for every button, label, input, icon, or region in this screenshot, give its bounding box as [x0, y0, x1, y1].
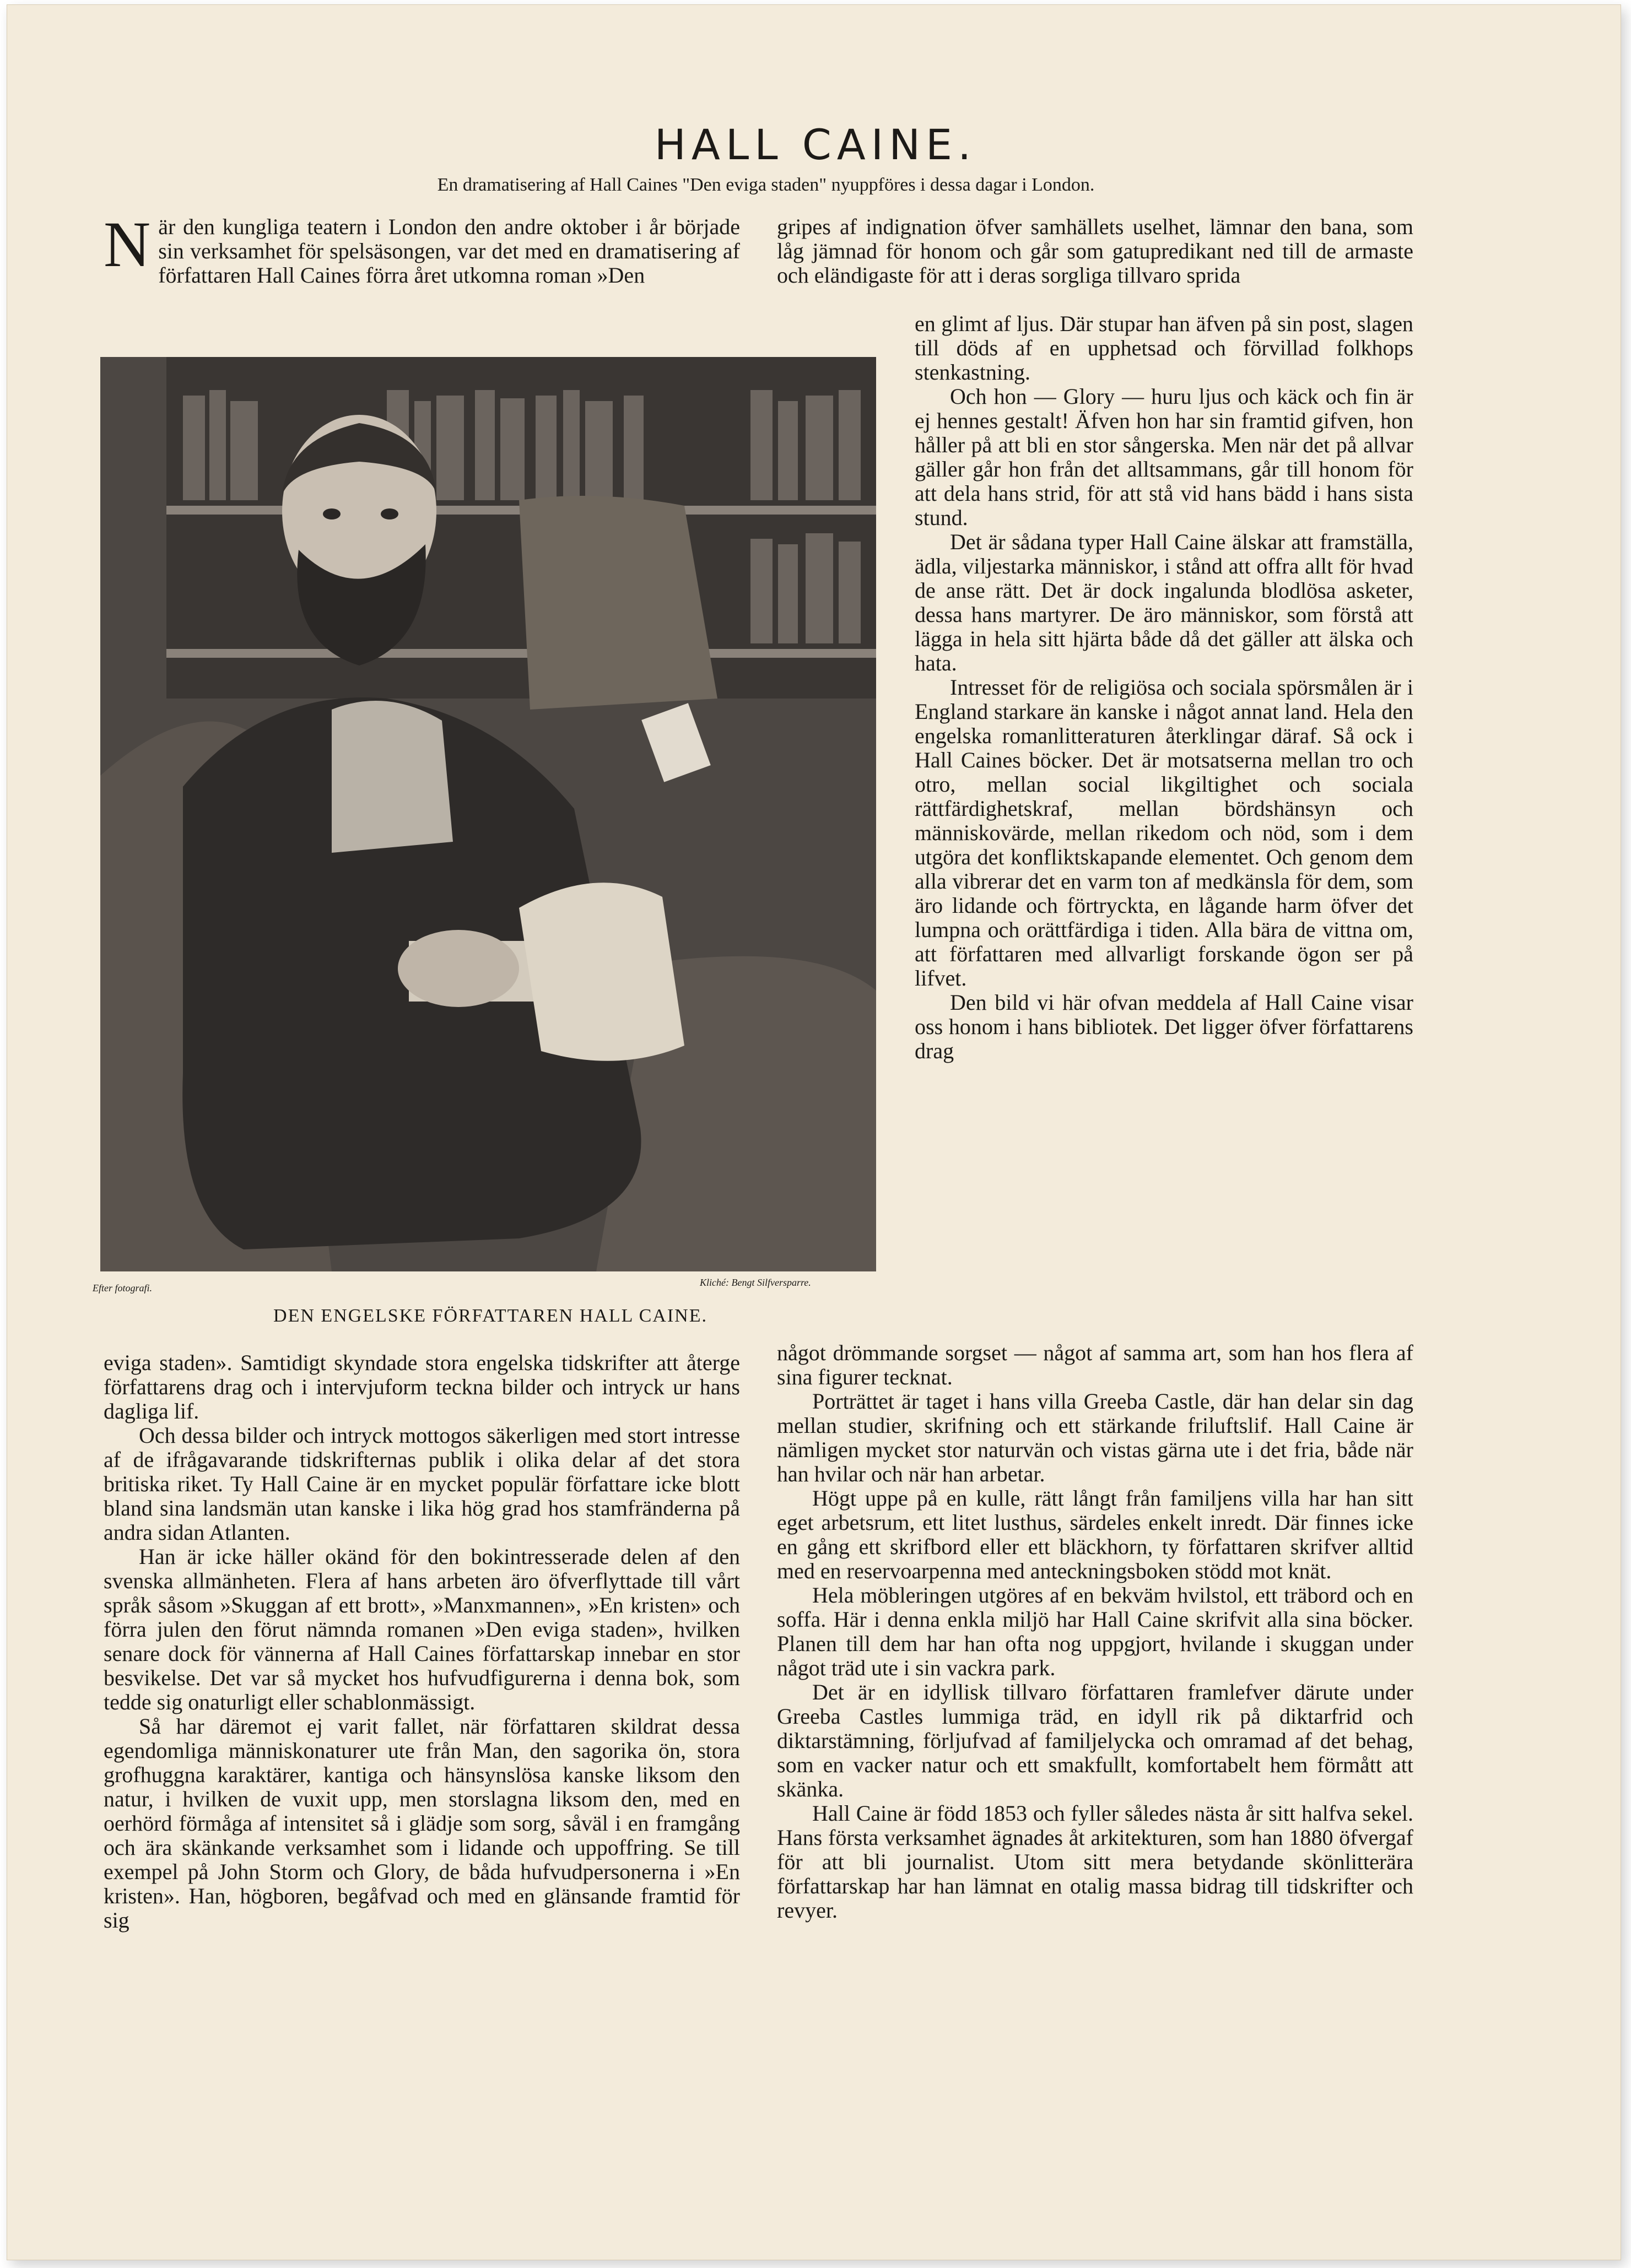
right-paragraph-top: gripes af indignation öfver samhällets uselhet, lämnar den bana, som låg jämnad för honom och går som gatupredikant ned till de armaste och eländigaste för att i deras sorgliga tillvaro sprida — [777, 214, 1413, 288]
right-column-narrow — [915, 312, 1413, 1063]
right-column-bottom — [777, 1341, 1413, 1923]
article-subtitle: En dramatisering af Hall Caines "Den eviga staden" nyuppföres i dessa dagar i London. — [437, 175, 1095, 195]
right-narrow-paragraph-1: en glimt af ljus. Där stupar han äfven på sin post, slagen till döds af en upphetsad och förvillad folkhops stenkastning. — [915, 311, 1413, 385]
article-title: HALL CAINE. — [654, 120, 977, 169]
right-narrow-paragraph-5: Den bild vi här ofvan meddela af Hall Caine visar oss honom i hans bibliotek. Det ligger öfver författarens drag — [915, 990, 1413, 1063]
intro-text: är den kungliga teatern i London den andre oktober i år började sin verksamhet för spelsäsongen, var det med en dramatisering af författaren Hall Caines förra året utkomna roman »Den — [158, 214, 740, 288]
left-paragraph-1: eviga staden». Samtidigt skyndade stora engelska tidskrifter att återge författarens drag och i intervjuform teckna bilder och intryck ur hans dagliga lif. — [104, 1350, 740, 1423]
left-paragraph-3: Han är icke häller okänd för den bokintresserade delen af den svenska allmänheten. Flera af hans arbeten äro öfverflyttade till vårt språk såsom »Skuggan af ett brott», »Manxmannen», »En kristen» och förra julen den förut nämnda romanen »Den eviga staden», hvilken senare dock för vännerna af Hall Caines författarskap innebar en stor besvikelse. Det var så mycket hos hufvudfigurerna i denna bok, som tedde sig onaturligt eller schablonmässigt. — [104, 1544, 740, 1714]
photo-credit-right: Kliché: Bengt Silfversparre. — [700, 1277, 811, 1288]
right-bottom-paragraph-3: Högt uppe på en kulle, rätt långt från familjens villa har han sitt eget arbetsrum, ett litet lusthus, särdeles enkelt inredt. Där finnes icke en gång ett skrifbord eller ett bläckhorn, ty författaren skrifver alltid med en reservoarpenna med anteckningsboken stödd mot knät. — [777, 1486, 1413, 1583]
right-bottom-paragraph-1: något drömmande sorgset — något af samma art, som han hos flera af sina figurer tecknat. — [777, 1340, 1413, 1389]
right-narrow-paragraph-2: Och hon — Glory — huru ljus och käck och fin är ej hennes gestalt! Äfven hon har sin framtid gifven, hon håller på att bli en stor sångerska. Men när det på allvar gäller går hon från det alltsammans, går till honom för att dela hans strid, för att stå vid hans bädd i hans sista stund. — [915, 384, 1413, 530]
left-paragraph-2: Och dessa bilder och intryck mottogos säkerligen med stort intresse af de ifrågavarande tidskrifternas publik i olika delar af det stora britiska riket. Ty Hall Caine är en mycket populär författare icke blott bland sina landsmän utan kanske i lika hög grad hos stamfränderna på andra sidan Atlanten. — [104, 1423, 740, 1545]
right-narrow-paragraph-4: Intresset för de religiösa och sociala spörsmålen är i England starkare än kanske i något annat land. Hela den engelska romanlitteraturen återklingar däraf. Så ock i Hall Caines böcker. Det är motsatserna mellan tro och otro, mellan social likgiltighet och sociala rättfärdighetskraf, mellan bördshänsyn och människovärde, mellan rikedom och nöd, som i dem utgöra det konfliktskapande elementet. Och genom dem alla vibrerar det en varm ton af medkänsla för dem, som äro lidande och förtryckta, en lågande harm öfver det lumpna och orättfärdiga i tiden. Alla bära de vittna om, att författaren med allvarligt forskande ögon ser på lifvet. — [915, 675, 1413, 990]
drop-cap: N — [104, 208, 151, 280]
photo-caption: DEN ENGELSKE FÖRFATTAREN HALL CAINE. — [273, 1306, 708, 1326]
photo-credit-left: Efter fotografi. — [93, 1282, 152, 1293]
right-bottom-paragraph-5: Det är en idyllisk tillvaro författaren framlefver därute under Greeba Castles lummiga träd, en idyll rik på diktarfrid och diktarstämning, förljufvad af familjelycka och omramad af det behag, som en vacker natur och ett smakfullt, komfortabelt hem förmått att skänka. — [777, 1680, 1413, 1801]
right-bottom-paragraph-6: Hall Caine är född 1853 och fyller således nästa år sitt halfva sekel. Hans första verksamhet ägnades åt arkitekturen, som han 1880 öfvergaf för att bli journalist. Utom sitt mera betydande skönlitterära författarskap har han lämnat en otalig massa bidrag till tidskrifter och revyer. — [777, 1801, 1413, 1923]
intro-paragraph — [104, 208, 740, 288]
author-portrait-photo — [100, 357, 876, 1271]
portrait-illustration — [100, 357, 876, 1271]
left-paragraph-4: Så har däremot ej varit fallet, när författaren skildrat dessa egendomliga människonaturer ute från Man, den sagorika ön, stora grofhuggna karaktärer, kantiga och hänsynslösa kanske liksom den natur, i hvilken de vuxit upp, men storslagna liksom den, med en oerhörd förmåga af intensitet så i glädje som sorg, såväl i en framgång och ära skänkande verksamhet som i lidande och uppoffring. Se till exempel på John Storm och Glory, de båda hufvudpersonerna i »En kristen». Han, högboren, begåfvad och med en glänsande framtid för sig — [104, 1714, 740, 1933]
right-bottom-paragraph-4: Hela möbleringen utgöres af en bekväm hvilstol, ett träbord och en soffa. Här i denna enkla miljö har Hall Caine skrifvit alla sina böcker. Planen till dem har han ofta nog uppgjort, hvilande i skuggan under något träd ute i sin vackra park. — [777, 1583, 1413, 1680]
right-bottom-paragraph-2: Porträttet är taget i hans villa Greeba Castle, där han delar sin dag mellan studier, skrifning och ett stärkande friluftslif. Hall Caine är nämligen mycket stor naturvän och vistas gärna ute i det fria, både när han hvilar och när han arbetar. — [777, 1389, 1413, 1486]
left-column-text — [104, 1351, 740, 1933]
right-column-top — [777, 215, 1413, 288]
right-narrow-paragraph-3: Det är sådana typer Hall Caine älskar att framställa, ädla, viljestarka människor, i stånd att offra allt för hvad de anse rätt. Det är dock ingalunda blodlösa asketer, dessa hans martyrer. De äro människor, som förstå att lägga in hela sitt hjärta både då det gäller att älska och hata. — [915, 529, 1413, 675]
